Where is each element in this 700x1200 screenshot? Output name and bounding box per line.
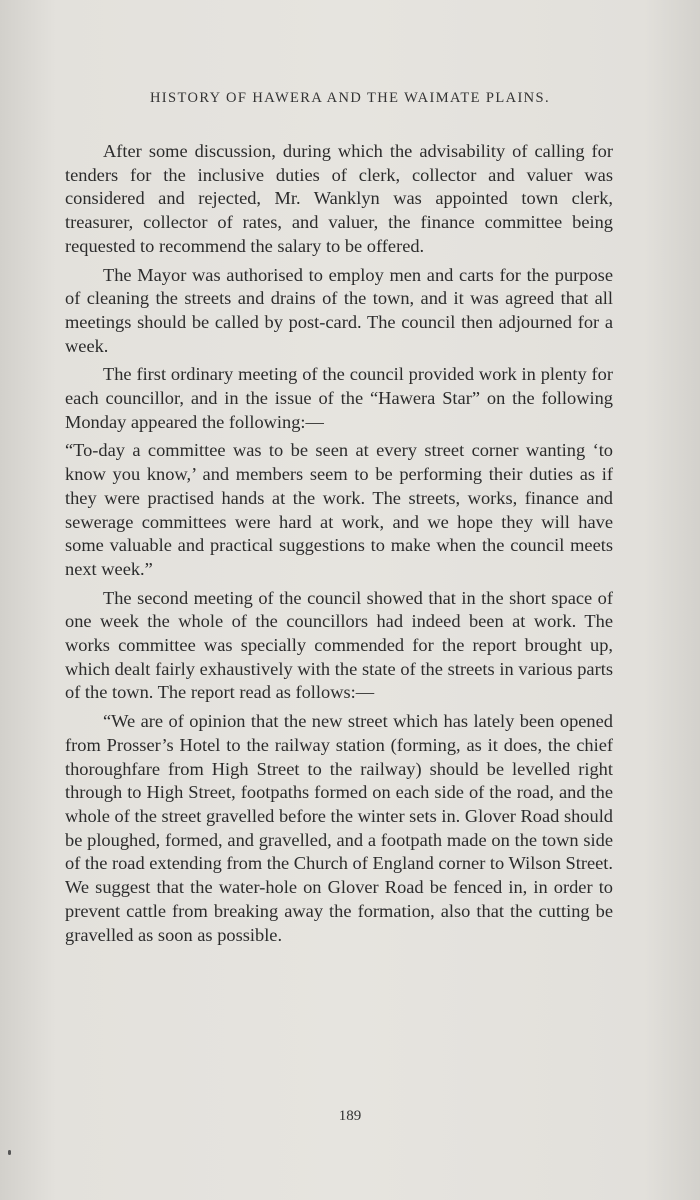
quote-hawera-star: “To-day a committee was to be seen at every street corner wanting ‘to know you know,’ and members seem to be performing their duties as if they were practised hands at the work. The streets, works, finance and sewerage committees were hard at work, and we hope they will have some valuable and practical suggestions to make when the council meets next week.” bbox=[65, 440, 613, 579]
paragraph-first-ordinary-meeting: The first ordinary meeting of the council provided work in plenty for each councillor, and in the issue of the “Hawera Star” on the following Monday appeared the following:— bbox=[65, 364, 613, 432]
paper-speck bbox=[8, 1150, 11, 1155]
page-number: 189 bbox=[338, 1108, 362, 1124]
paragraph-second-meeting: The second meeting of the council showed that in the short space of one week the whole of the councillors had indeed been at work. The works committee was specially commended for the report brought up, which dealt fairly exhaustively with the state of the streets in various parts of the town. The report read as follows:— bbox=[65, 587, 613, 703]
paragraph-mayor-authorised: The Mayor was authorised to employ men and carts for the purpose of cleaning the streets and drains of the town, and it was agreed that all meetings should be called by post-card. The council then adjourned for a week. bbox=[65, 264, 613, 356]
paragraph-town-clerk-appointment: After some discussion, during which the advisability of calling for tenders for the inclusive duties of clerk, collector and valuer was considered and rejected, Mr. Wanklyn was appointed town clerk, treasurer, collector of rates, and valuer, the finance committee being requested to recommend the salary to be offered. bbox=[65, 141, 613, 256]
quote-works-committee-report: “We are of opinion that the new street which has lately been opened from Prosser’s Hotel to the railway station (forming, as it does, the chief thoroughfare from High Street to the railway) should be levelled right through to High Street, footpaths formed on each side of the road, and the whole of the street gravelled before the winter sets in. Glover Road should be ploughed, formed, and gravelled, and a footpath made on the town side of the road extending from the Church of England corner to Wilson Street. We suggest that the water-hole on Glover Road be fenced in, in order to prevent cattle from breaking away the formation, also that the cutting be gravelled as soon as possible. bbox=[65, 711, 613, 945]
body-text bbox=[65, 140, 613, 952]
running-head: HISTORY OF HAWERA AND THE WAIMATE PLAINS. bbox=[149, 90, 551, 106]
